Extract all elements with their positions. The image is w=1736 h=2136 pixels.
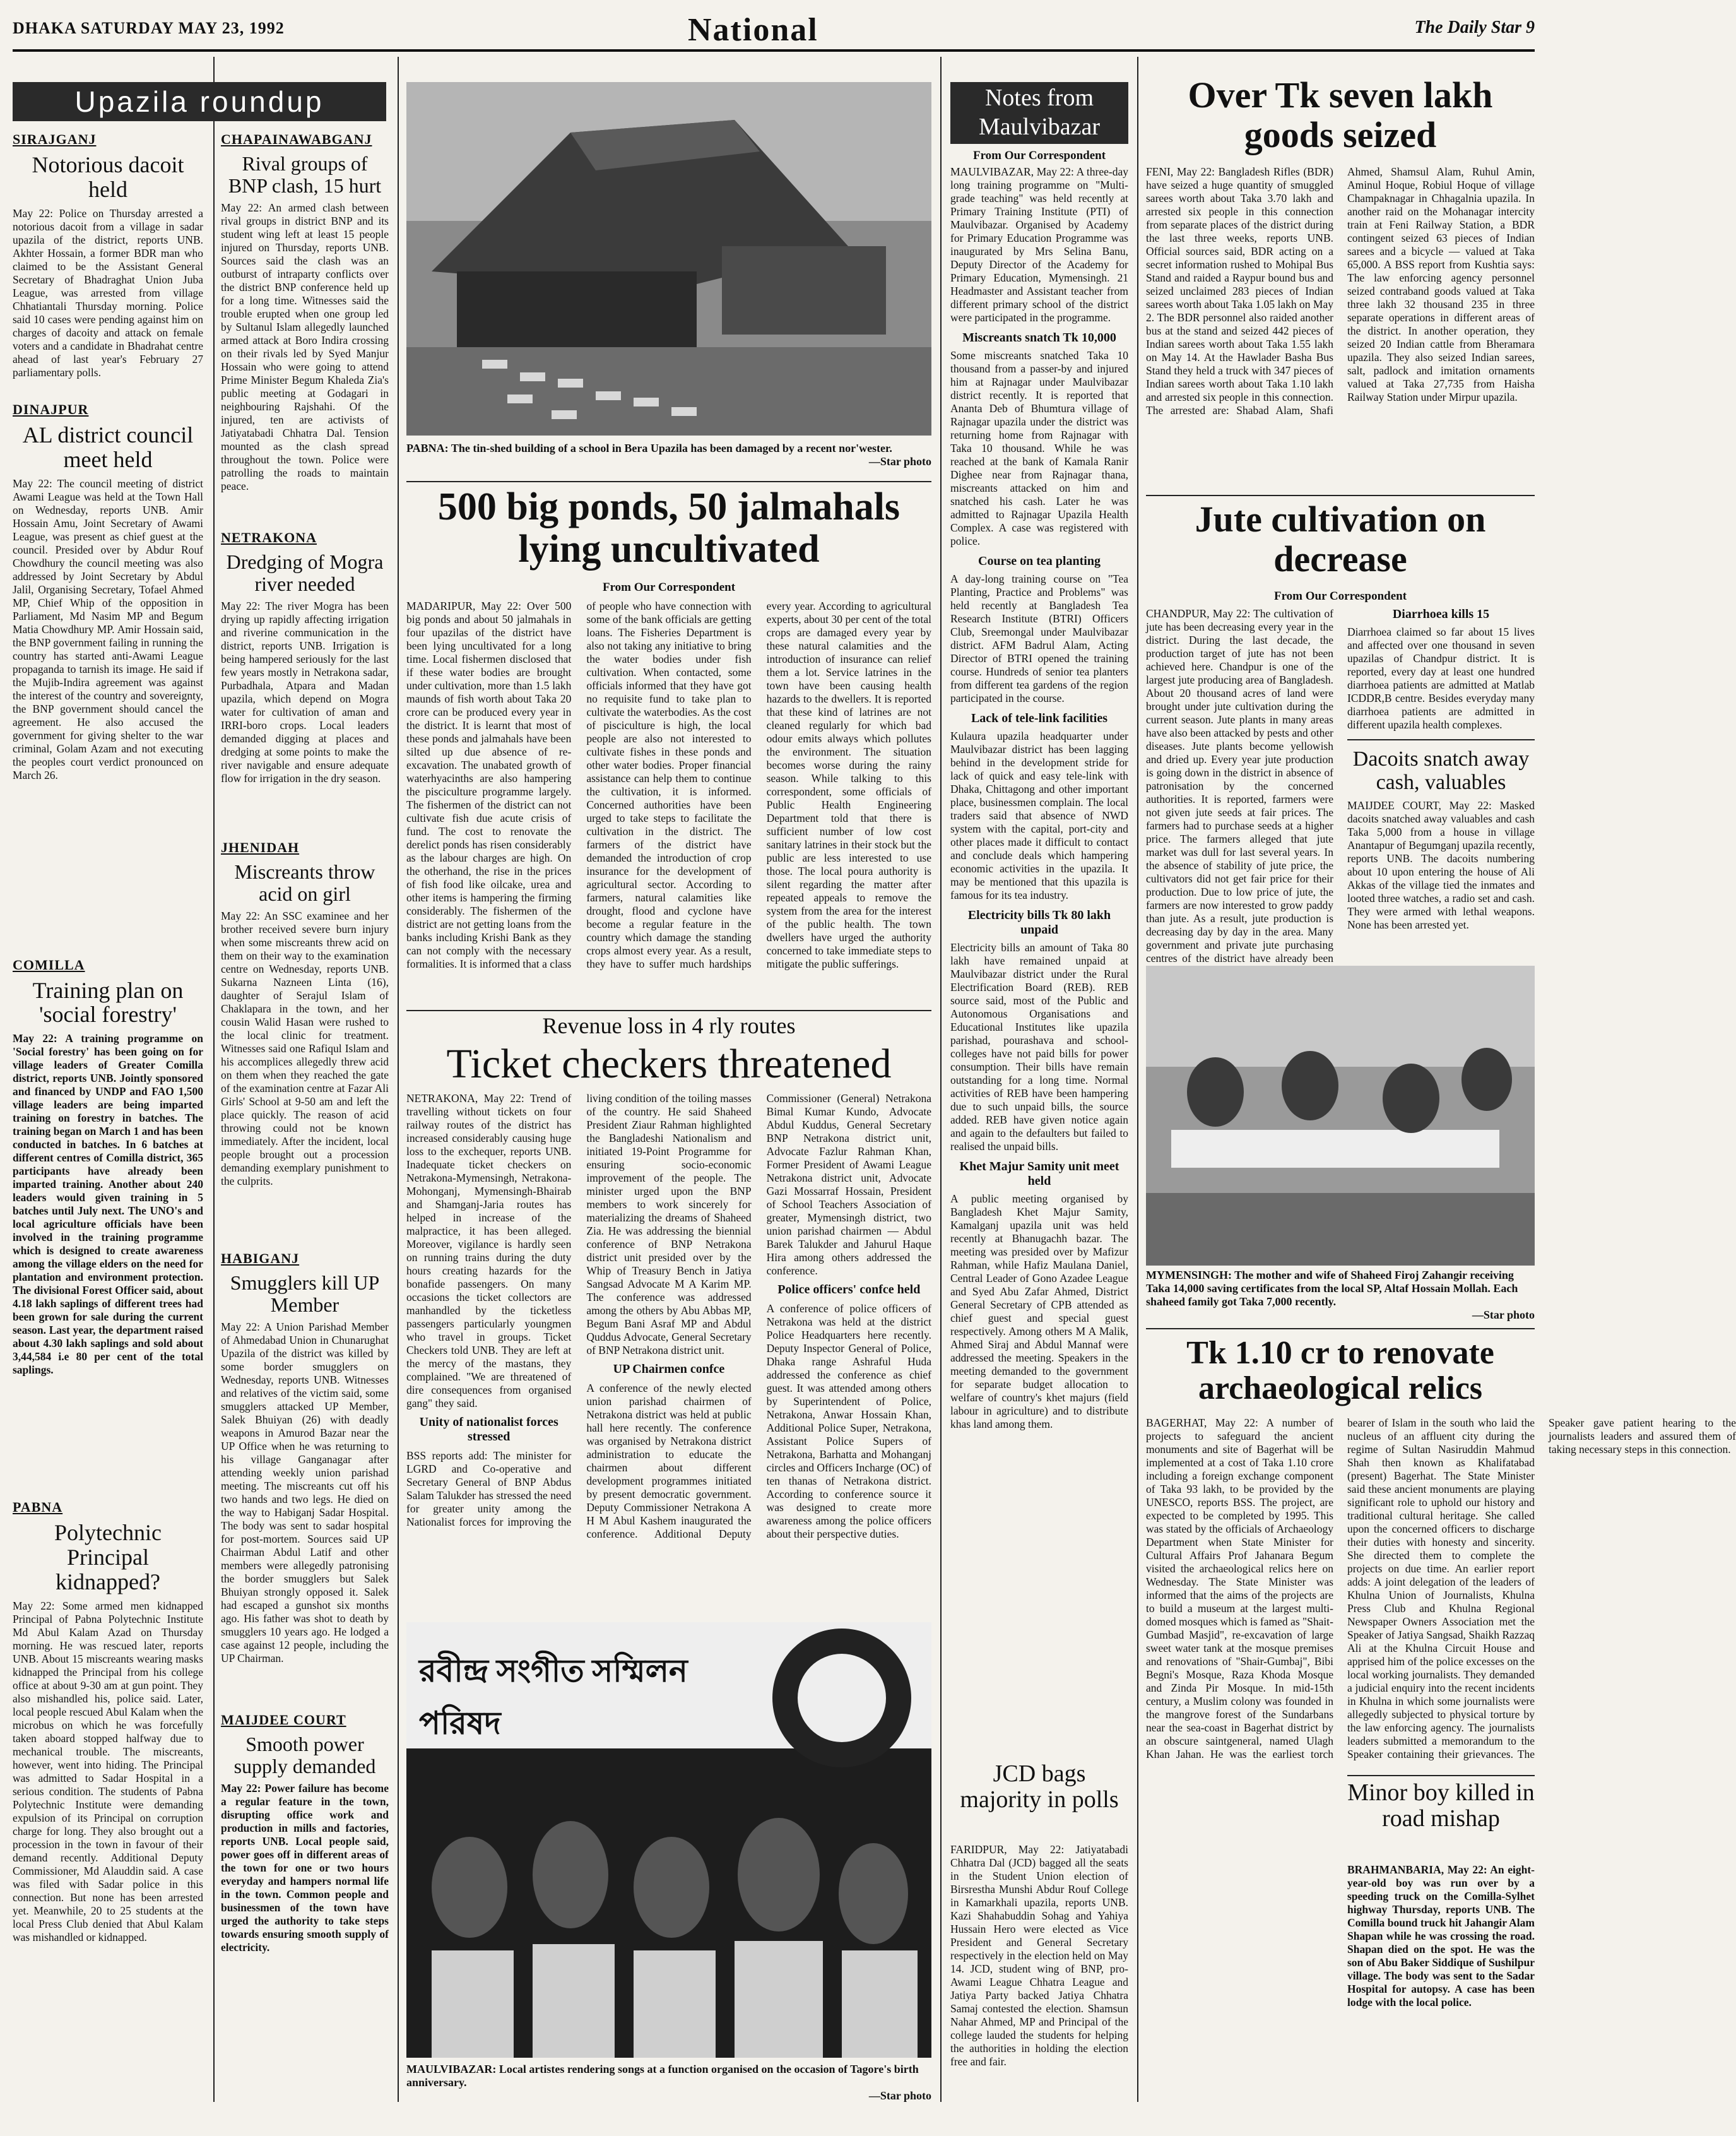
kicker: SIRAJGANJ	[13, 131, 97, 147]
smuggled-body: FENI, May 22: Bangladesh Rifles (BDR) have seized a huge quantity of smuggled sarees worth about Taka 3.70 lakh and arrested six people in this connection from separate places of the district during the last three weeks, reports UNB. Official sources said, BDR acting on a secret information rushed to Mohipal Bus Stand and raided a Raypur bound bus and seized unclaimed 283 pieces of Indian sarees worth about Taka 1.05 lakh on May 2. The BDR personnel also raided another bus at the stand and seized 442 pieces of Indian sarees worth about Taka 1.55 lakh on May 14. At the Hawlader Basha Bus Stand they held a truck with 347 pieces of Indian sarees worth about Taka 1.10 lakh and arrested six people in this connection. The arrested are: Shabad Alam, Shafi Ahmed, Shamsul Alam, Ruhul Amin, Aminul Hoque, Robiul Hoque of village Champaknagar in Chhagalnia upazila. In another raid on the Mohanagar intercity train at Feni Railway Station, a BDR contingent seized 63 pieces of Indian sarees and a bicycle — valued at Taka 65,000. A BSS report from Kushtia says: The law enforcing agency personnel seized contraband goods valued at Taka three lakh 32 thousand 235 in three separate operations in different areas of the district. In another operation, they seized 20 Indian cattle from Bheramara upazila. They also seized Indian sarees, salt, padlock and imitation ornaments valued at Taka 27,735 from Haisha Railway Station under Mirpur upazila.	[1146, 165, 1535, 417]
headline: Training plan on 'social forestry'	[32, 977, 184, 1028]
section-rule	[1347, 1775, 1535, 1776]
subheading: Khet Majur Samity unit meet held	[959, 1160, 1119, 1188]
kicker: JHENIDAH	[221, 840, 300, 856]
subheading: Course on tea planting	[978, 554, 1101, 568]
ticket-kicker: Revenue loss in 4 rly routes	[542, 1013, 796, 1038]
article-body: May 22: The river Mogra has been drying up rapidly affecting irrigation and riverine communication in the district, reports UNB. Irrigation is being hampered seriously for the last few years mostly in Netrakona sadar, Purbadhala, Atpara and Madan upazila, which depend on Mogra water for cultivation of aman and IRRI-boro crops. Local leaders demanded digging at places and dredging at some points to make the river navigable and ensure adequate flow for irrigation in the dry season.	[221, 600, 389, 785]
article-body: Diarrhoea claimed so far about 15 lives and affected over one thousand in seven upazilas of Chandpur district. It is reported, every day at least one hundred diarrhoea patients are admitted at Matlab ICDDR,B centre. Besides everyday many diarrhoea patients are admitted in different upazila health complexes.	[1347, 626, 1535, 731]
subheading: Unity of nationalist forces stressed	[419, 1415, 558, 1444]
article-body: May 22: A Union Parishad Member of Ahmedabad Union in Chunarughat Upazila of the district was killed by some border smugglers on Wednesday, reports UNB. Witnesses and relatives of the victim said, some smugglers attacked UP Member, Salek Bhuiyan (26) with deadly weapons in Amurod Bazar near the UP Office when he was returning to his village Ganganagar after attending weekly union parishad meeting. The miscreants cut off his two hands and two legs. He died on the way to Habiganj Sadar Hospital. The body was sent to sadar hospital for post-mortem. Sources said UP Chairman Abdul Latif and other members were allegedly patronising the border smugglers but Salek Bhuiyan strongly opposed it. Salek had escaped a gunshot six months ago. His father was shot to death by smugglers 10 years ago. He lodged a case against 12 people, including the UP Chairman.	[221, 1320, 389, 1665]
ticket-article	[406, 1092, 931, 1610]
headline: Smugglers kill UP Member	[230, 1271, 380, 1316]
article-body: May 22: Power failure has become a regular feature in the town, disrupting office work and production in mills and factories, reports UNB. Local people said, power goes off in different areas of the town for one or two hours everyday and hampers normal life in the town. Common people and businessmen of the town have urged the authority to take steps towards ensuring smooth supply of electricity.	[221, 1782, 389, 1954]
section-rule	[1347, 739, 1535, 740]
headline: Dredging of Mogra river needed	[226, 550, 384, 595]
headline: AL district council meet held	[22, 422, 194, 472]
article-body: Kulaura upazila headquarter under Maulvibazar district has been lagging behind in the development stride for lack of quick and easy tele-link with Dhaka, Chittagong and other important place, businessmen complain. The local traders said that absence of NWD system with the capital, port-city and other places made it difficult to contact and conclude deals which hampering economic activities in the upazila. It may be mentioned that this upazila is famous for its tea industry.	[950, 730, 1128, 901]
caption-text: PABNA: The tin-shed building of a school in Bera Upazila has been damaged by a recent nor'wester.	[406, 442, 892, 454]
subheading: Police officers' confce held	[777, 1283, 921, 1296]
article-body: A public meeting organised by Bangladesh Khet Majur Samity, Kamalganj upazila unit was held recently at Bhanugachh bazar. The meeting was presided over by Mafizur Rahman, while Hafiz Maulana Daniel, Central Leader of Gono Azadee League and Syed Abu Zafar Ahmed, District General Secretary of CPB attended as chief guest and special guest respectively. Among others M A Malik, Ahmed Siraj and Abdul Mannaf were addressed the meeting. Speakers in the meeting demanded to the government for separate budget allocation to welfare of country's khet majurs (field labour in agriculture) and to distribute khas land among them.	[950, 1192, 1128, 1430]
kicker: HABIGANJ	[221, 1250, 300, 1267]
kicker: MAIJDEE COURT	[221, 1712, 346, 1728]
photo-caption	[406, 442, 931, 473]
article-body: A day-long training course on "Tea Planting, Practice and Problems" was held recently at Bangladesh Tea Research Institute (BTRI) Officers Club, Sreemongal under Maulvibazar district. AFM Badrul Alam, Acting Director of BTRI opened the training course. Hundreds of senior tea planters from different tea gardens of the region participated in the course.	[950, 573, 1128, 704]
article-body	[1146, 1775, 1333, 2099]
subheading: Diarrhoea kills 15	[1392, 607, 1490, 621]
photo-credit: —Star photo	[1472, 1308, 1535, 1321]
caption-text: MYMENSINGH: The mother and wife of Shaheed Firoj Zahangir receiving Taka 14,000 saving certificates from the local SP, Altaf Hossain Mollah. Each shaheed family got Taka 7,000 recently.	[1146, 1269, 1518, 1308]
article-body: May 22: The council meeting of district Awami League was held at the Town Hall on Wednesday, reports UNB. Amir Hossain Amu, Joint Secretary of Awami League, was present as chief guest at the council. Presided over by Abdur Rouf Chowdhury the council meeting was also addressed by Joint Secretary by Abdul Jalil, Organising Secretary, Tofael Ahmed MP, Chief Whip of the opposition in Parliament, Md Nasim MP and Begum Matia Chowdhury MP. Amir Hossain said, the BNP government failing in running the country has started anti-Awami League propaganda to tarnish its image. He said if the Mujib-Indira agreement was against the interest of the country and sovereignty, the BNP government should cancel the agreement. He also accused the government for giving shelter to the war criminal, Golam Azam and not executing the peoples court verdict pronounced on March 26.	[13, 477, 203, 781]
smuggled-headline: Over Tk seven lakh goods seized	[1188, 74, 1493, 155]
article-body: MAULVIBAZAR, May 22: A three-day long training programme on "Multi-grade teaching" was held recently at Primary Training Institute (PTI) of Maulvibazar. Organised by Academy for Primary Education Programme was inaugurated by Mrs Selina Banu, Deputy Director of the Academy for Primary Education, Mymensingh. 21 Headmaster and Assistant teacher from different primary school of the district were participated in the programme.	[950, 165, 1128, 324]
column-rule	[213, 57, 215, 2102]
jute-body: CHANDPUR, May 22: The cultivation of jute has been decreasing every year in the district. During the last decade, the production target of jute has not been achieved here. Chandpur is one of the largest jute producing area of Bangladesh. About 20 thousand acres of land were brought under jute cultivation during the current season. Jute plants in many areas have also been attacked by pests and other diseases. Jute plants become yellowish and dried up. Every year jute production is going down in the district in absence of patronisation by the concerned authorities. It is reported, farmers were not given jute seeds at fair prices. The farmers had to purchase seeds at a higher price. The farmers alleged that jute market was dull for last several years. In the absence of stability of jute price, the cultivators did not get fair price for their production. Due to low price of jute, the farmers are now interested to grow paddy than jute. As a result, jute production is decreasing day by day in the area. Many government and private jute purchasing centres of the district have already been	[1146, 607, 1333, 964]
subheading: Miscreants snatch Tk 10,000	[962, 331, 1116, 345]
ponds-byline: From Our Correspondent	[602, 581, 736, 594]
article-body: May 22: Some armed men kidnapped Principal of Pabna Polytechnic Institute Md Abul Kalam Azad on Thursday morning. He was rescued later, reports UNB. About 15 miscreants wearing masks kidnapped the Principal from his college office at about 9-30 am at gun point. They also mishandled his, police said. Later, local people rescued Abul Kalam when the microbus on which he was forcefully taken aboard stopped halfway due to mechanical trouble. The miscreants, however, went into hiding. The Principal was admitted to Sadar Hospital in a serious condition. The students of Pabna Polytechnic Institute were demanding expulsion of its Principal on corruption charge for long. They also brought out a procession in the town in favour of their demand recently. Additional Deputy Commissioner, Md Alauddin said. A case was filed with Sadar police in this connection. But none has been arrested yet. Meanwhile, 20 to 25 students at the local Press Club denied that Abul Kalam was mishandled or kidnapped.	[13, 1599, 203, 1943]
section-rule	[406, 481, 931, 482]
relics-continuation	[1146, 1775, 1333, 2099]
relics-headline: Tk 1.10 cr to renovate archaeological relics	[1186, 1335, 1494, 1407]
article-body: MAIJDEE COURT, May 22: Masked dacoits snatched away valuables and cash Taka 5,000 from a house in village Anantapur of Begumganj upazila recently, reports UNB. The dacoits numbering about 10 upon entering the house of Ali Akkas of the village tied the inmates and looted three watches, a radio set and cash. They were armed with lethal weapons. None has been arrested yet.	[1347, 799, 1535, 932]
headline: Miscreants throw acid on girl	[234, 860, 375, 905]
article-body: Some miscreants snatched Taka 10 thousand from a passer-by and injured him at Rajnagar under Maulvibazar district recently. It is reported that Ananta Deb of Bhumtura village of Rajnagar upazila under the district was returning home from Rajnagar with Taka 10 thousand. While he was reached at the bank of Kamala Ranir Dighee near from Rajnagar thana, miscreants attacked on him and snatched his cash. Later he was admitted to Rajnagar Upazila Health Complex. A case was registered with police.	[950, 349, 1128, 547]
subheading: UP Chairmen confce	[613, 1362, 725, 1376]
photo-credit: —Star photo	[868, 455, 931, 468]
subheading: Electricity bills Tk 80 lakh unpaid	[967, 908, 1111, 937]
dateline: DHAKA SATURDAY MAY 23, 1992	[13, 19, 285, 37]
article-body: Electricity bills an amount of Taka 80 lakh have remained unpaid at Maulvibazar district under the Rural Electrification Board (REB). REB source said, most of the Public and Autonomous Organisations and Educational Institutes like upazila parishad, pourashava and school-colleges have not paid bills for power consumption. Their bills have remain outstanding for a long time. Normal activities of REB have been hampering due to such unpaid bills, the source added. REB have given notice again and again to the defaulters but failed to realised the unpaid bills.	[950, 941, 1128, 1153]
headline: Smooth power supply demanded	[233, 1733, 376, 1777]
photo-pabna-school	[406, 82, 931, 436]
notes-column	[950, 149, 1128, 1752]
kicker: COMILLA	[13, 956, 85, 973]
caption-text: MAULVIBAZAR: Local artistes rendering songs at a function organised on the occasion of Tagore's birth anniversary.	[406, 2063, 919, 2089]
headline: Notorious dacoit held	[32, 152, 184, 202]
jute-right-column	[1347, 607, 1535, 948]
article-body: May 22: An armed clash between rival groups in district BNP and its student wing left at least 15 people injured on Thursday, reports UNB. Sources said the clash was an outburst of intraparty conflicts over the district BNP conference held up for a long time. Witnesses said the trouble erupted when one group led by Sultanul Islam allegedly launched armed attack at Boro Indira crossing on their rivals led by Syed Manjur Hossain who were going to attend Prime Minister Begum Khaleda Zia's public meeting at Godagari in neighbouring Rajshahi. Of the injured, ten are activists of Jatiyatabadi Chhatra Dal. Tension mounted as the clash spread throughout the town. Police were patrolling the roads to maintain peace.	[221, 201, 389, 493]
ticket-headline: Ticket checkers threatened	[446, 1041, 892, 1087]
dacoits-headline: Dacoits snatch away cash, valuables	[1352, 747, 1530, 794]
column-rule	[398, 57, 399, 2102]
column-rule	[940, 57, 942, 2102]
article-body: A conference of the newly elected union parishad chairmen of Netrakona district was held at public hall here recently. The conference was organised by Netrakona district administration to educate the chairmen about different development programmes initiated by present democratic government. Deputy Commissioner Netrakona A H M Abul Kashem inaugurated the conference. Additional Deputy Commissioner (General) Netrakona Bimal Kumar Kundo, Advocate Abdul Kuddus, General Secretary BNP Netrakona district unit, Advocate Fazlur Rahman Khan, Former President of Awami League Netrakona district unit, Advocate Gazi Mossarraf Hossain, President of School Teachers Association of greater, Mymensingh district, two union parishad chairmen — Abdul Barek Talukder and Jahurul Haque Hira among others addressed the conference.	[586, 1092, 931, 1540]
article-body: BSS reports add: The minister for LGRD and Co-operative and Secretary General of BNP Abdus Salam Talukder has stressed the need for greater unity among the Nationalist forces for improving the living condition of the toiling masses of the country. He said Shaheed President Ziaur Rahman highlighted the Bangladeshi Nationalism and initiated 19-Point Programme for ensuring socio-economic improvement of the people. The minister urged upon the BNP members to work sincerely for materializing the dreams of Shaheed Zia. He was addressing the biennial conference of BNP Netrakona district unit presided over by the Whip of Treasury Bench in Jatiya Sangsad Advocate M A Karim MP. The conference was addressed among the others by Abu Abbas MP, Begum Bani Asraf MP and Abdul Quddus Advocate, General Secretary of BNP Netrakona district unit.	[406, 1092, 752, 1528]
kicker: NETRAKONA	[221, 530, 317, 546]
section-title: National	[688, 12, 818, 48]
masthead	[13, 11, 1535, 52]
banner-sign: রবীন্দ্র সংগীত সম্মিলন পরিষদ	[419, 1653, 688, 1741]
section-rule	[1146, 1328, 1535, 1329]
article-body: May 22: A training programme on 'Social forestry' has been going on for village leaders of Greater Comilla district, reports UNB. Jointly sponsored and financed by UNDP and FAO 1,500 village leaders are being imparted training on forestry in batches. The training began on March 1 and has been conducted in batches. In 6 batches at different centres of Comilla district, 365 participants have already been imparted training. Another about 240 leaders would given training in 5 batches until July next. The UNO's and local agriculture officials have been involved in the training programme which is designed to create awareness among the village elders on the need for plantation and environment protection. The divisional Forest Officer said, about 4.18 lakh saplings of different trees had been grown for sale during the current season. Last year, the department raised about 4.30 lakh saplings and sold about 3,44,584 i.e 80 per cent of the total saplings.	[13, 1032, 203, 1377]
minor-body: BRAHMANBARIA, May 22: An eight-year-old boy was run over by a speeding truck on the Comilla-Sylhet highway Thursday, reports UNB. The Comilla bound truck hit Jahangir Alam Shapan while he was crossing the road. Shapan died on the spot. He was the son of Abu Baker Siddique of Sushilpur village. The body was sent to the Sadar Hospital for autopsy. A case has been lodge with the local police.	[1347, 1863, 1535, 2008]
photo-caption	[406, 2063, 931, 2102]
upazila-col-right	[221, 131, 389, 2101]
ponds-body: MADARIPUR, May 22: Over 500 big ponds and about 50 jalmahals in four upazilas of the district have been lying uncultivated for a long time. Local fishermen disclosed that if these water bodies are brought under cultivation, more than 1.5 lakh maunds of fish worth about Taka 20 crore can be produced every year in the district. It is learnt that most of these ponds and jalmahals have been silted up due absence of re-excavation. The unabated growth of waterhyacinths are also hampering the pisciculture programme largely. The fishermen of the district can not cultivate fish due acute crisis of fund. The cost to renovate the derelict ponds has risen considerably as the labour charges are high. On the otherhand, the rise in the prices of fish food like oilcake, urea and other items is hampering the firming considerably. The fishermen of the district are not getting loans from the banks including Krishi Bank as they can not comply with the necessary formalities. It is informed that a class of people who have connection with some of the bank officials are getting loans. The Fisheries Department is also not taking any initiative to bring the water bodies under fish cultivation. When contacted, some officials informed that they have got no requisite fund to take plan to cultivate the waterbodies. As the cost of pisciculture is high, the local people are also not interested to cultivate fishes in these ponds and other water bodies. Proper financial assistance can help them to continue the cultivation, it is informed. Concerned authorities have been urged to take steps to facilitate the cultivation in the district. The farmers of the district have demanded the introduction of crop insurance for the development of agricultural sector. According to farmers, natural calamities like drought, flood and cyclone have become a regular feature in the country which damage the standing crops almost every year. As a result, they have to suffer much hardships every year. According to agricultural experts, about 30 per cent of the total crops are damaged every year by these natural calamities and the introduction of insurance can relief them a lot. Service latrines in the town have been causing health hazards to the dwellers. It is reported that these kind of latrines are not cleaned regularly for which bad odour emits always which pollutes the environment. The situation becomes worse during the rainy season. While talking to this correspondent, some officials of Public Health Engineering Department told that there is sufficient number of low cost sanitary latrines in their stock but the public are less interested to use those. The local poura authority is silent regarding the matter after repeated appeals to remove the system from the area for the interest of the public health. The town dwellers have urged the authority concerned to take immediate steps to mitigate the public sufferings.	[406, 600, 931, 970]
article-body: A conference of police officers of Netrakona was held at the district Police Headquarters here recently. Deputy Inspector General of Police, Dhaka range Ashraful Huda addressed the conference as chief guest. It was attended among others by Superintendent of Police, Netrakona, Anwar Hossain Khan, Additional Police Super, Netrakona, Assistant Police Supers of Netrakona, Barhatta and Mohanganj circles and Officers Incharge (OC) of ten thanas of Netrakona district. According to conference source it was designed to create more awareness among the police officers about their perspective duties.	[766, 1302, 931, 1540]
jute-byline: From Our Correspondent	[1273, 590, 1407, 603]
article-body: May 22: Police on Thursday arrested a notorious dacoit from a village in sadar upazila of the district, reports UNB. Akhter Hossain, a former BDR man who claimed to be the Assistant General Secretary of Bhadraghat Union Juba League, was arrested from village Chhatiantali Thursday morning. Police said 10 cases were pending against him on charges of dacoity and attack on female voters and a candidate in Bhadrahat centre ahead of last year's February 27 parliamentary polls.	[13, 206, 203, 379]
notes-banner: Notes from Maulvibazar	[950, 82, 1128, 144]
upazila-col-left	[13, 131, 203, 2101]
column-rule	[1137, 57, 1138, 2102]
photo-credit: —Star photo	[868, 2089, 931, 2102]
kicker: CHAPAINAWABGANJ	[221, 131, 372, 147]
section-rule	[1146, 495, 1535, 496]
article-body: NETRAKONA, May 22: Trend of travelling without tickets on four railway routes of the district has increased considerably causing huge loss to the exchequer, reports UNB. Inadequate ticket checkers on Netrakona-Mymensingh, Netrakona-Mohonganj, Mymensingh-Bhairab and Shamganj-Jaria routes has helped in increase of the malpractice, it has been alleged. Moreover, vigilance is hardly seen on running trains during the duty hours creating hazards for the bonafide passengers. On many occasions the ticket collectors are manhandled by the ticketless passengers particularly youngmen who travel in groups. Ticket Checkers told UNB. They are left at the mercy of the mastans, they complained. "We are threatened of dire consequences from organised gang" they said.	[406, 1092, 572, 1409]
jute-headline: Jute cultivation on decrease	[1195, 499, 1486, 579]
subheading: Lack of tele-link facilities	[971, 711, 1108, 725]
jcd-body: FARIDPUR, May 22: Jatiyatabadi Chhatra Dal (JCD) bagged all the seats in the Student Union election of Birsrestha Munshi Abdur Rouf College in Kamarkhali upazila, reports UNB. Kazi Shahabuddin Sohag and Yahiya Hussain Hero were elected as Vice President and General Secretary respectively in the election held on May 14. JCD, student wing of BNP, pro-Awami League Chhatra League and Jatiya Party backed Jatiya Chhatra Samaj contested the election. Shamsun Nahar Ahmed, MP and Principal of the college lauded the students for helping the authorities in holding the election free and fair.	[950, 1843, 1128, 2068]
jcd-headline: JCD bags majority in polls	[960, 1760, 1119, 1813]
damaged-building-image	[406, 82, 931, 436]
photo-maulvibazar-artistes	[406, 1622, 931, 2058]
photo-caption	[1146, 1269, 1535, 1320]
ceremony-image	[1146, 966, 1535, 1266]
ponds-headline: 500 big ponds, 50 jalmahals lying uncultivated	[437, 485, 900, 571]
kicker: PABNA	[13, 1499, 63, 1516]
article-body: May 22: An SSC examinee and her brother received severe burn injury when some miscreants threw acid on them on their way to the examination centre on Wednesday, reports UNB. Sukarna Nazneen Linta (16), daughter of Serajul Islam of Chaklapara in the town, and her cousin Walid Hasan were rushed to the local clinic for treatment. Witnesses said one Rafiqul Islam and his accomplices allegedly threw acid on them when they reached the gate of the examination centre at Fazar Ali Girls' School at 9-50 am and left the place quickly. The reason of acid throwing could not be known immediately. After the incident, local people brought out a procession demanding exemplary punishment to the culprits.	[221, 910, 389, 1188]
upazila-banner: Upazila roundup	[13, 82, 386, 121]
newspaper-name: The Daily Star 9	[1414, 18, 1535, 37]
headline: Polytechnic Principal kidnapped?	[54, 1520, 162, 1594]
photo-mymensingh	[1146, 966, 1535, 1266]
kicker: DINAJPUR	[13, 401, 89, 417]
minor-headline: Minor boy killed in road mishap	[1347, 1779, 1535, 1832]
headline: Rival groups of BNP clash, 15 hurt	[228, 152, 382, 197]
byline: From Our Correspondent	[972, 149, 1106, 162]
section-rule	[406, 1010, 931, 1011]
relics-body: BAGERHAT, May 22: A number of projects to safeguard the ancient monuments and site of Bagerhat will be implemented at a cost of Taka 1.10 crore including a foreign exchange component of Taka 93 lakh, to be provided by the UNESCO, reports BSS. The project, are expected to be completed by 1995. This was stated by the officials of Archaeology Department when State Minister for Cultural Affairs Prof Jahanara Begum visited the archaeological relics here on Wednesday. The State Minister was informed that the aims of the projects are to build a museum at the largest multi-domed mosques which is famed as "Shait-Gumbad Masjid", re-excavation of large sweet water tank at the mosque premises and renovations of "Shair-Gumbaj", Bibi Begni's Mosque, Raza Khoda Mosque and Zinda Pir Mosque. In mid-15th century, a Muslim colony was founded in the mangrove forest of the Sundarbans near the sea-coast in Bagerhat district by an obscure saintgeneral, named Ulagh Khan Jahan. He was the earliest torch bearer of Islam in the south who laid the nucleus of an affluent city during the regime of Sultan Nasiruddin Mahmud Shah then known as Khalifatabad (present) Bagerhat. The State Minister said these ancient monuments are playing significant role to uphold our history and traditional cultural heritage. She called upon the concerned officers to discharge their duties with honesty and sincerity. She directed them to complete the projects on due time. An earlier report adds: A joint delegation of the leaders of Khulna Union of Journalists, Khulna Press Club and Khulna Regional Newspaper Owners Association met the Speaker of Jatiya Sangsad, Shaikh Razzaq Ali at the Khulna Circuit House and apprised him of the police excesses on the local working journalists. They demanded a judicial enquiry into the recent incidents in Khulna in which some journalists were allegedly subjected to physical torture by the law enforcing agency. The journalists leaders submitted a memorandum to the Speaker containing their grievances. The Speaker gave patient hearing to the journalists leaders and assured them of taking necessary steps in this connection.	[1146, 1416, 1736, 1760]
